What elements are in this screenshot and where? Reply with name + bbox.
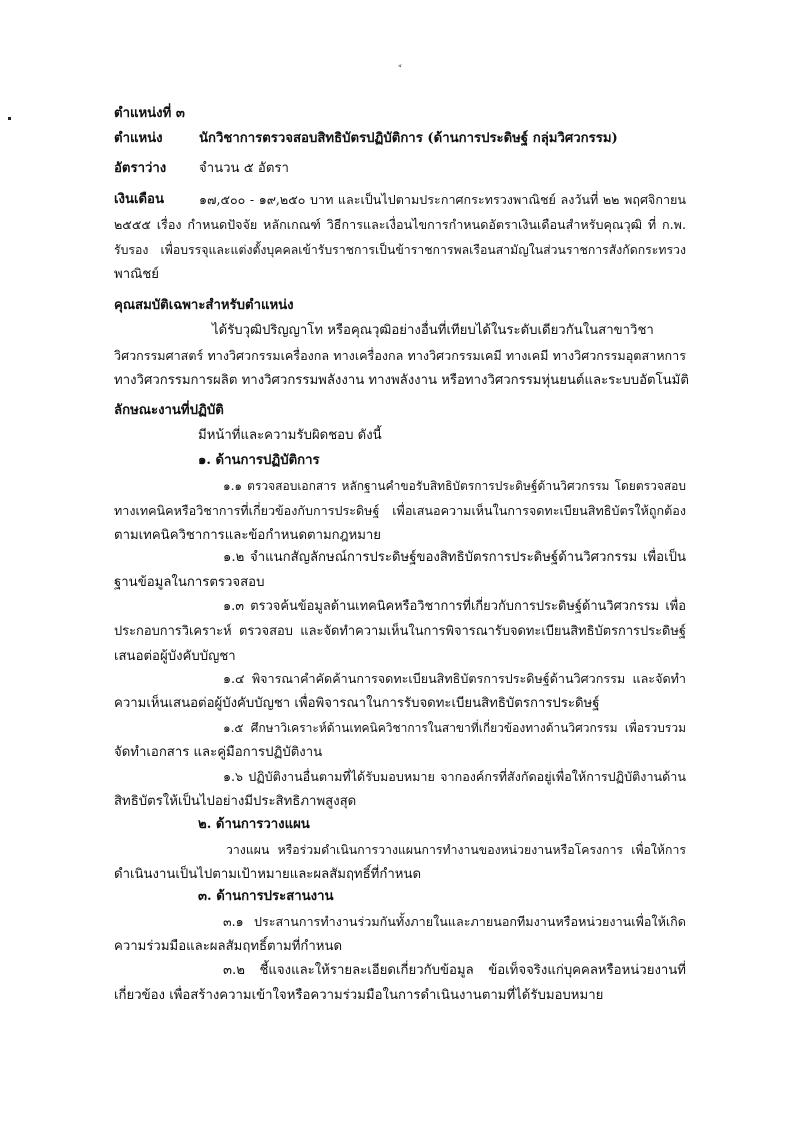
salary-line: ๒๕๕๕ เรื่อง กำหนดปัจจัย หลักเกณฑ์ วิธีการและเงื่อนไขการกำหนดอัตราเงินเดือนสำหรับคุณวุฒิ ที่ ก.พ. <box>114 217 686 232</box>
item-3-1-line: ความร่วมมือและผลสัมฤทธิ์ตามที่กำหนด <box>114 939 343 954</box>
item-1-2-line: ๑.๒ จำแนกสัญลักษณ์การประดิษฐ์ของสิทธิบัตรการประดิษฐ์ด้านวิศวกรรม เพื่อเป็น <box>223 550 686 565</box>
planning-line: ดำเนินงานเป็นไปตามเป้าหมายและผลสัมฤทธิ์ที่กำหนด <box>114 867 422 882</box>
item-3-2-line: เกี่ยวข้อง เพื่อสร้างความเข้าใจหรือความร่วมมือในการดำเนินงานตามที่ได้รับมอบหมาย <box>114 988 604 1003</box>
page-number: ๕ <box>398 63 402 68</box>
item-3-1-line: ๓.๑ ประสานการทำงานร่วมกันทั้งภายในและภายนอกทีมงานหรือหน่วยงานเพื่อให้เกิด <box>223 914 686 929</box>
item-1-3-line: ประกอบการวิเคราะห์ ตรวจสอบ และจัดทำความเห็นในการพิจารณารับจดทะเบียนสิทธิบัตรการประดิษฐ์ <box>114 624 686 639</box>
item-1-1-line: ทางเทคนิคหรือวิชาการที่เกี่ยวข้องกับการประดิษฐ์ เพื่อเสนอความเห็นในการจดทะเบียนสิทธิบัตรให้ถูกต้อง <box>114 503 686 518</box>
duties-heading: ลักษณะงานที่ปฏิบัติ <box>114 403 224 418</box>
item-1-6-line: ๑.๖ ปฏิบัติงานอื่นตามที่ได้รับมอบหมาย จากองค์กรที่สังกัดอยู่เพื่อให้การปฏิบัติงานด้าน <box>223 769 686 784</box>
item-1-6-line: สิทธิบัตรให้เป็นไปอย่างมีประสิทธิภาพสูงสุด <box>114 794 357 809</box>
vacancy-label: อัตราว่าง <box>114 161 167 176</box>
item-1-4-line: ความเห็นเสนอต่อผู้บังคับบัญชา เพื่อพิจารณาในการรับจดทะเบียนสิทธิบัตรการประดิษฐ์ <box>114 696 600 711</box>
salary-line: พาณิชย์ <box>114 267 160 282</box>
coordination-heading: ๓. ด้านการประสานงาน <box>198 889 334 904</box>
item-3-2-line: ๓.๒ ชี้แจงและให้รายละเอียดเกี่ยวกับข้อมูล ข้อเท็จจริงแก่บุคคลหรือหน่วยงานที่ <box>223 963 686 978</box>
position-number: ตำแหน่งที่ ๓ <box>114 106 185 121</box>
item-1-3-line: ๑.๓ ตรวจค้นข้อมูลด้านเทคนิคหรือวิชาการที่เกี่ยวกับการประดิษฐ์ด้านวิศวกรรม เพื่อ <box>223 599 686 614</box>
item-1-1-line: ตามเทคนิควิชาการและข้อกำหนดตามกฎหมาย <box>114 528 382 543</box>
item-1-2-line: ฐานข้อมูลในการตรวจสอบ <box>114 575 265 590</box>
item-1-5-line: จัดทำเอกสาร และคู่มือการปฏิบัติงาน <box>114 745 323 760</box>
item-1-3-line: เสนอต่อผู้บังคับบัญชา <box>114 649 236 664</box>
salary-line: รับรอง เพื่อบรรจุและแต่งตั้งบุคคลเข้ารับราชการเป็นข้าราชการพลเรือนสามัญในส่วนราชการสังกัดกระทรวง <box>114 243 686 257</box>
margin-mark <box>8 117 11 120</box>
duties-intro: มีหน้าที่และความรับผิดชอบ ดังนี้ <box>198 428 382 443</box>
salary-line: ๑๗,๕๐๐ - ๑๙,๒๕๐ บาท และเป็นไปตามประกาศกระทรวงพาณิชย์ ลงวันที่ ๒๒ พฤศจิกายน <box>199 192 686 207</box>
item-1-1-line: ๑.๑ ตรวจสอบเอกสาร หลักฐานคำขอรับสิทธิบัตรการประดิษฐ์ด้านวิศวกรรม โดยตรวจสอบ <box>223 479 686 493</box>
qualifications-line: ทางวิศวกรรมการผลิต ทางวิศวกรรมพลังงาน ทางพลังงาน หรือทางวิศวกรรมหุ่นยนต์และระบบอัตโนมัติ <box>114 373 689 388</box>
planning-line: วางแผน หรือร่วมดำเนินการวางแผนการทำงานของหน่วยงานหรือโครงการ เพื่อให้การ <box>226 843 686 857</box>
position-title-value: นักวิชาการตรวจสอบสิทธิบัตรปฏิบัติการ (ด้านการประดิษฐ์ กลุ่มวิศวกรรม) <box>199 131 618 146</box>
operations-heading: ๑. ด้านการปฏิบัติการ <box>198 453 320 468</box>
qualifications-heading: คุณสมบัติเฉพาะสำหรับตำแหน่ง <box>114 298 294 313</box>
position-title-label: ตำแหน่ง <box>114 131 163 146</box>
item-1-5-line: ๑.๕ ศึกษาวิเคราะห์ด้านเทคนิควิชาการในสาขาที่เกี่ยวข้องทางด้านวิศวกรรม เพื่อรวบรวม <box>223 721 686 735</box>
qualifications-line: ได้รับวุฒิปริญญาโท หรือคุณวุฒิอย่างอื่นที่เทียบได้ในระดับเดียวกันในสาขาวิชา <box>212 323 654 338</box>
item-1-4-line: ๑.๔ พิจารณาคำคัดค้านการจดทะเบียนสิทธิบัตรการประดิษฐ์ด้านวิศวกรรม และจัดทำ <box>223 671 686 686</box>
qualifications-line: วิศวกรรมศาสตร์ ทางวิศวกรรมเครื่องกล ทางเครื่องกล ทางวิศวกรรมเคมี ทางเคมี ทางวิศวกรรมอุตสาหการ <box>114 348 686 363</box>
vacancy-value: จำนวน ๕ อัตรา <box>199 161 289 176</box>
planning-heading: ๒. ด้านการวางแผน <box>198 817 310 832</box>
salary-label: เงินเดือน <box>114 192 164 207</box>
